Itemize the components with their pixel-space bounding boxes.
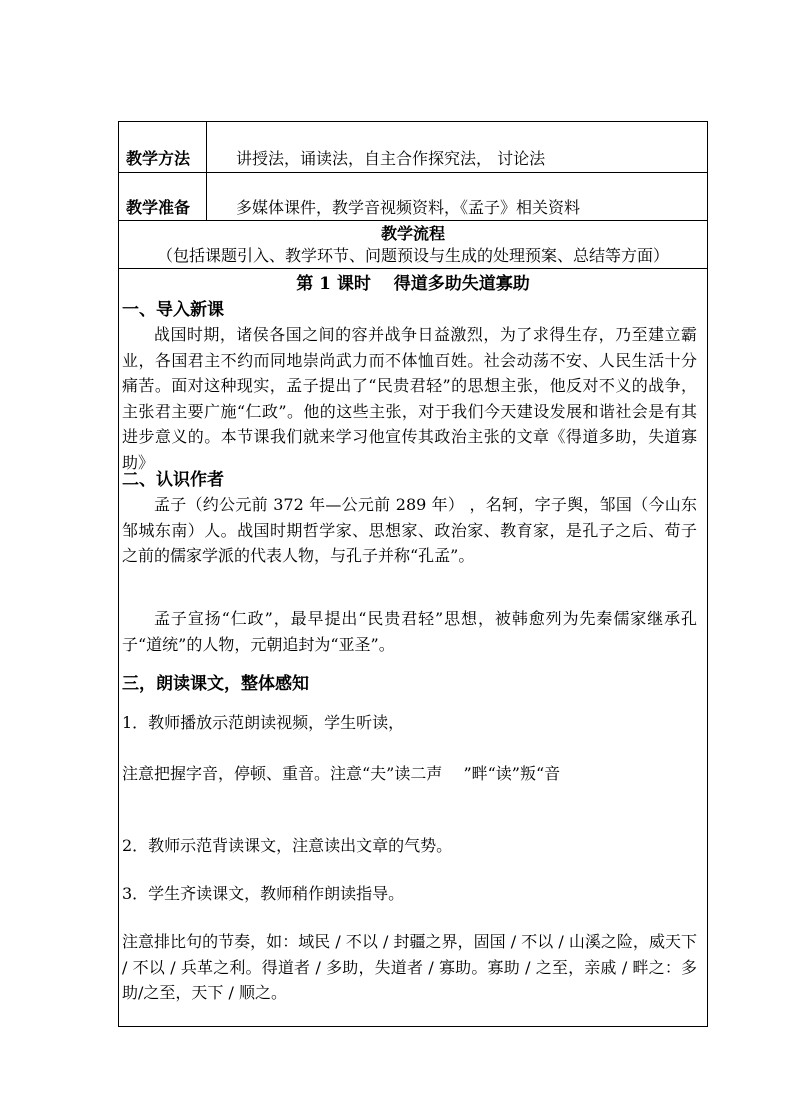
section1-title: 一、导入新课: [122, 300, 224, 320]
row-divider: [118, 220, 708, 221]
method-label: 教学方法: [126, 149, 191, 168]
flow-note: （包括课题引入、教学环节、问题预设与生成的处理预案、总结等方面）: [156, 246, 669, 265]
lesson-title: 第 1 课时 得道多助失道寡助: [296, 274, 530, 294]
prep-label: 教学准备: [126, 198, 191, 217]
section2-paragraph-1: 孟子（约公元前 372 年—公元前 289 年） ，名轲，字子舆，邹国（今山东邹城东南）人。战国时期哲学家、思想家、政治家、教育家，是孔子之后、荀子之前的儒家学派的代表人物，与孔子并称“孔孟”。: [122, 495, 697, 565]
column-divider: [206, 121, 207, 220]
flow-title: 教学流程: [380, 224, 445, 243]
row-divider: [118, 268, 708, 269]
section2-paragraph-2: 孟子宣扬“仁政”，最早提出“民贵君轻”思想，被韩愈列为先秦儒家继承孔子“道统”的人物，元朝追封为“亚圣”。: [122, 609, 697, 654]
step3-text: 3．学生齐读课文，教师稍作朗读指导。: [122, 884, 405, 903]
prep-value: 多媒体课件，教学音视频资料，《孟子》相关资料: [236, 198, 581, 217]
step2-text: 2．教师示范背读课文，注意读出文章的气势。: [122, 836, 453, 855]
section1-paragraph: 战国时期，诸侯各国之间的容并战争日益激烈，为了求得生存，乃至建立霸业，各国君主不约而同地崇尚武力而不体恤百姓。社会动荡不安、人民生活十分痛苦。面对这种现实，孟子提出了“民贵君轻”的思想主张，他反对不义的战争，主张君主要广施“仁政”。他的这些主张，对于我们今天建设发展和谐社会是有其进步意义的。本节课我们就来学习他宣传其政治主张的文章《得道多助，失道寡助》: [122, 325, 697, 472]
step3-note: 注意排比句的节奏，如：域民 / 不以 / 封疆之界，固国 / 不以 / 山溪之险，威天下 / 不以 / 兵革之利。得道者 / 多助，失道者 / 寡助。寡助 / 之至，亲戚 / 畔之：多助/之至，天下 / 顺之。: [122, 932, 697, 1002]
step1-note: 注意把握字音，停顿、重音。注意“夫”读二声 ”畔“读”叛“音: [122, 764, 561, 783]
section2-title: 二、认识作者: [122, 470, 224, 490]
section3-title: 三，朗读课文，整体感知: [122, 674, 309, 694]
step1-text: 1．教师播放示范朗读视频，学生听读，: [122, 713, 405, 732]
method-value: 讲授法，诵读法，自主合作探究法， 讨论法: [236, 149, 546, 168]
